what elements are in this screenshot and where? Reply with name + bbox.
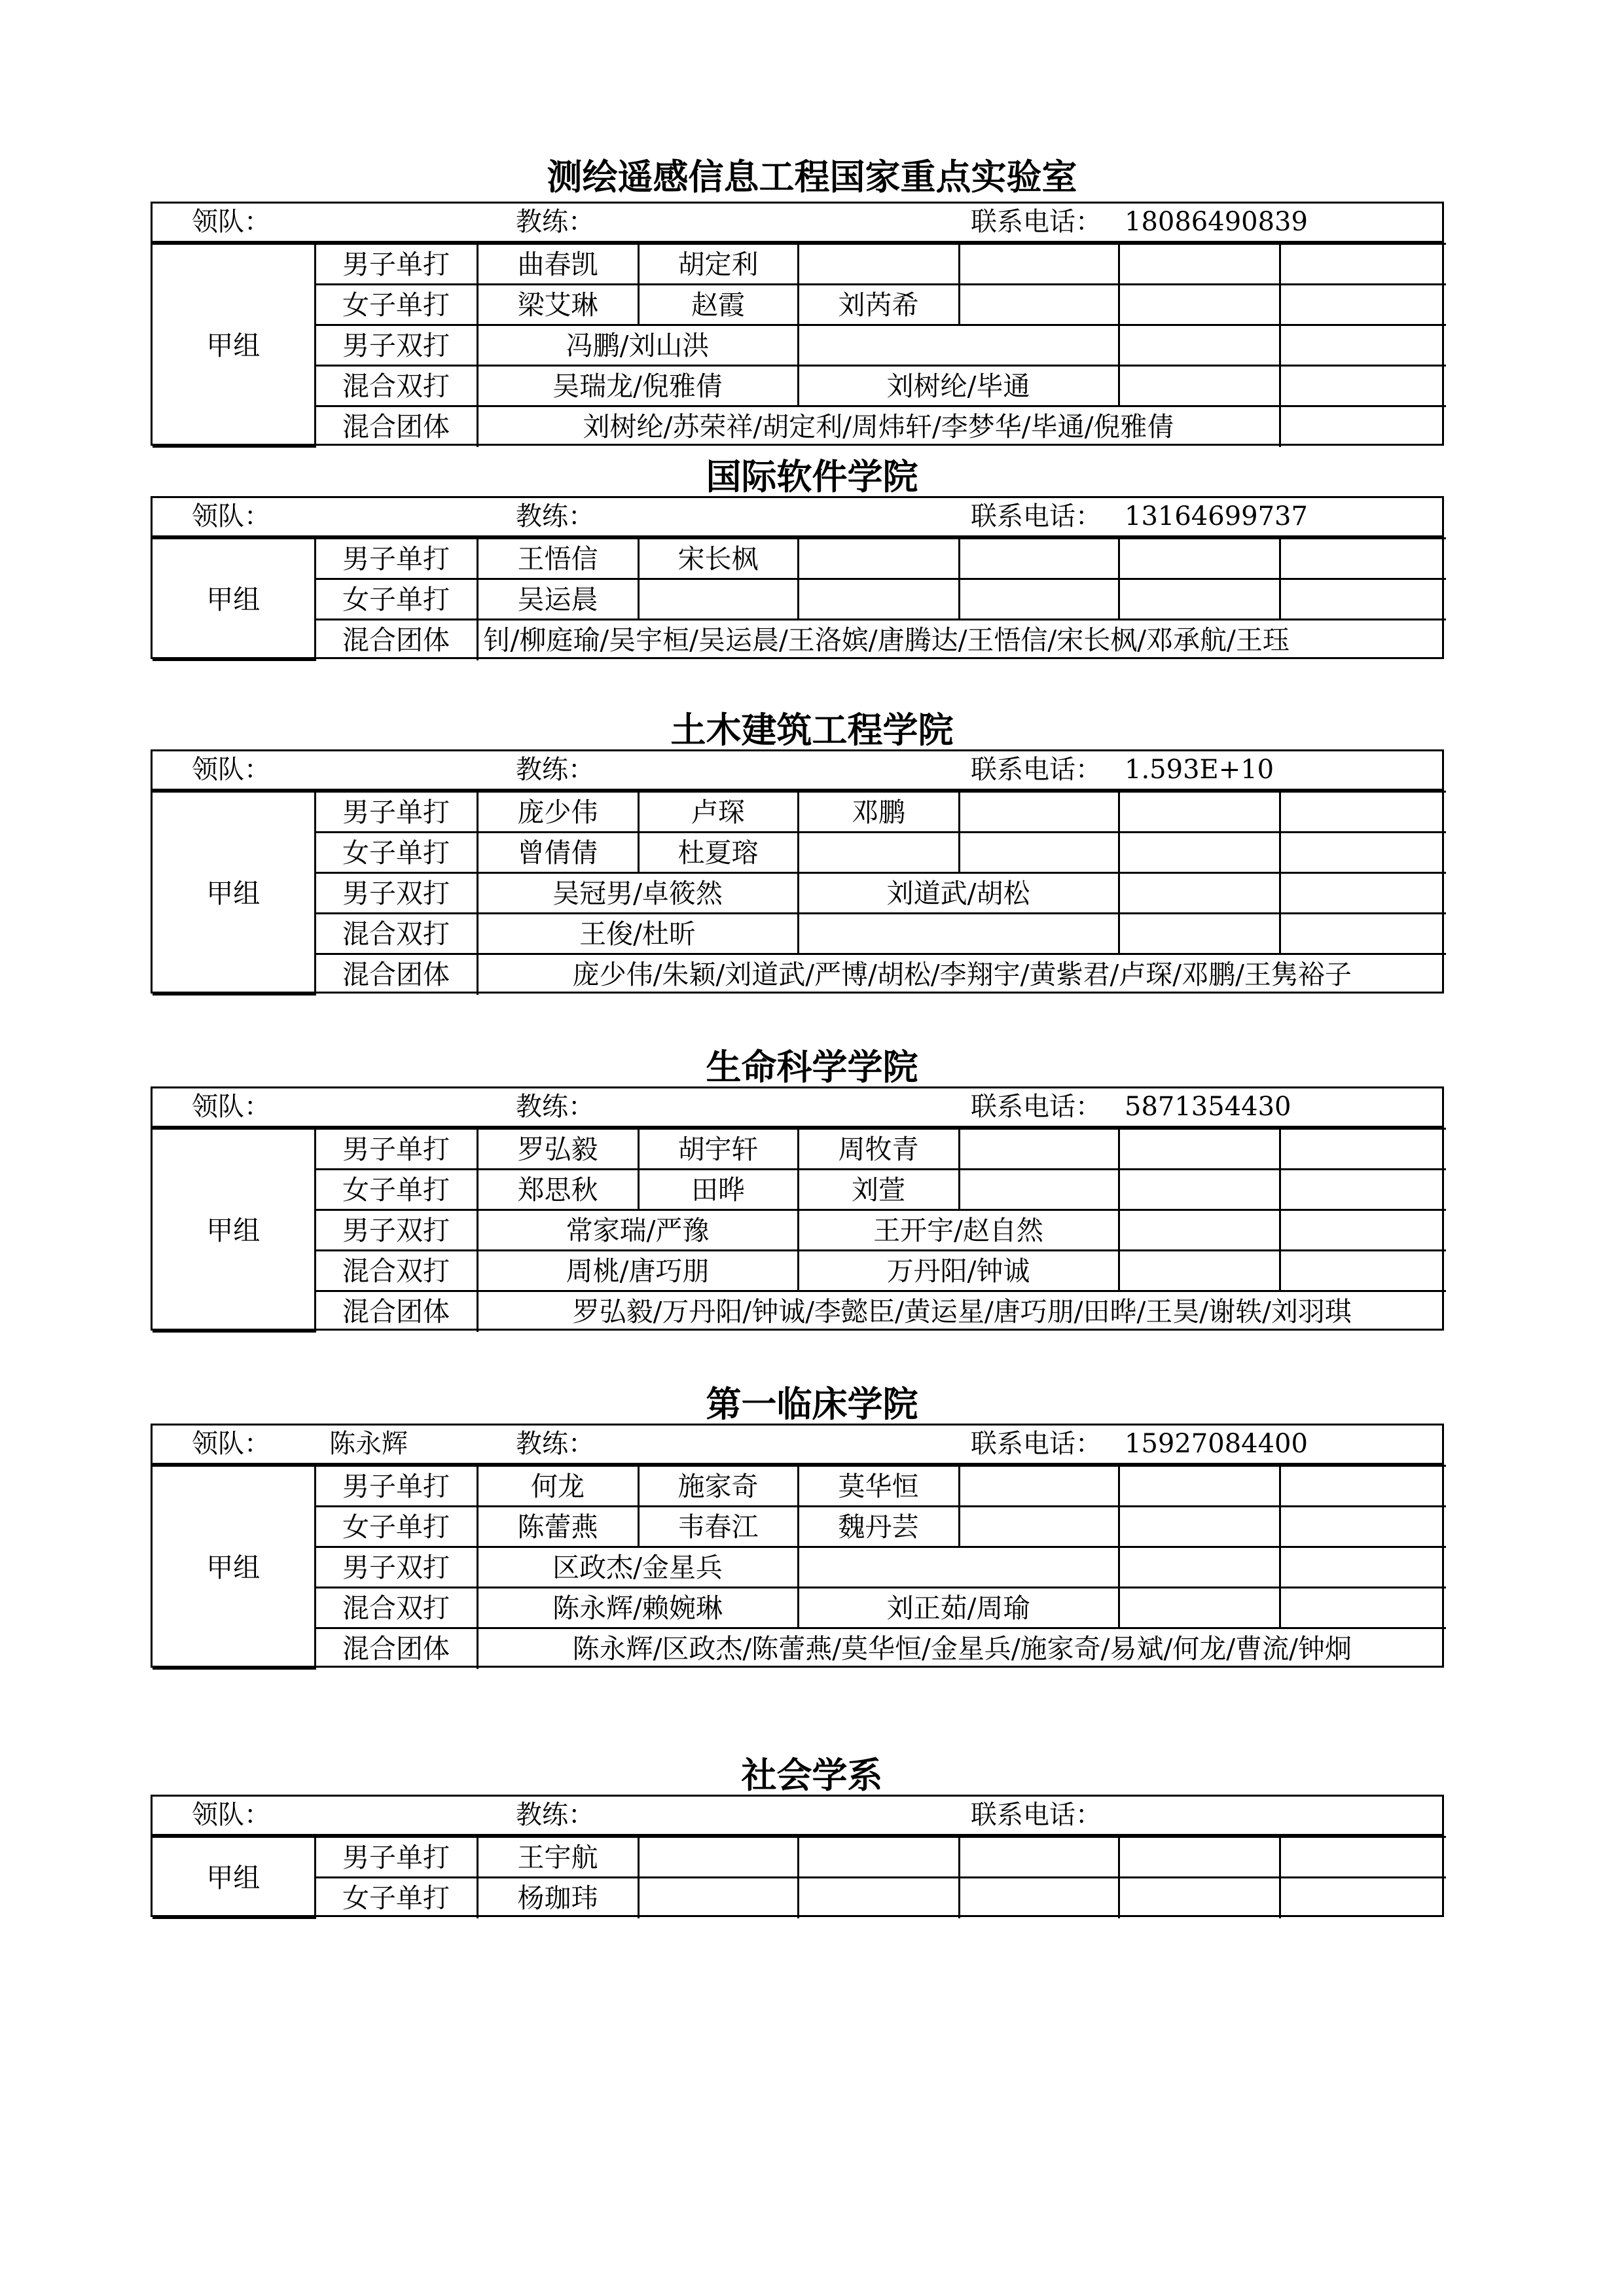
event-label: 混合团体 — [315, 1628, 477, 1669]
player-cell — [1280, 1129, 1446, 1170]
leader-label: 领队： — [192, 501, 270, 531]
player-cell: 胡宇轩 — [638, 1129, 798, 1170]
player-cell: 胡定利 — [638, 244, 798, 285]
player-cell — [1119, 1251, 1280, 1291]
player-cell — [1280, 539, 1446, 579]
player-cell — [798, 244, 959, 285]
player-cell — [959, 1466, 1119, 1507]
table-row — [153, 1547, 1446, 1588]
player-cell: 冯鹏/刘山洪 — [477, 325, 798, 366]
player-cell: 卢琛 — [638, 792, 798, 833]
event-label: 混合团体 — [315, 406, 477, 447]
player-cell — [1119, 1588, 1280, 1628]
event-label: 男子双打 — [315, 1547, 477, 1588]
group-label: 甲组 — [153, 1129, 315, 1332]
table-row — [153, 1170, 1446, 1210]
table-row — [153, 1507, 1446, 1547]
phone-value: 15927084400 — [1125, 1429, 1308, 1459]
event-label: 混合团体 — [315, 954, 477, 995]
contact-header-row — [153, 751, 1442, 791]
roster-grid — [153, 1128, 1446, 1333]
phone-label: 联系电话： — [971, 755, 1102, 785]
player-cell — [1280, 1837, 1446, 1878]
player-cell — [1119, 1878, 1280, 1918]
player-cell: 施家奇 — [638, 1466, 798, 1507]
event-label: 男子单打 — [315, 792, 477, 833]
table-row — [153, 579, 1446, 620]
player-cell: 刘芮希 — [798, 285, 959, 325]
player-cell: 杨珈玮 — [477, 1878, 638, 1918]
player-cell — [959, 833, 1119, 873]
leader-label: 领队： — [192, 1429, 270, 1459]
player-cell: 陈永辉/区政杰/陈蕾燕/莫华恒/金星兵/施家奇/易斌/何龙/曹流/钟炯 — [477, 1628, 1446, 1669]
team-table — [151, 1086, 1444, 1331]
player-cell: 魏丹芸 — [798, 1507, 959, 1547]
coach-label: 教练： — [516, 1092, 594, 1122]
event-label: 女子单打 — [315, 579, 477, 620]
player-cell — [1119, 1210, 1280, 1251]
player-cell — [1119, 914, 1280, 954]
player-cell — [638, 1837, 798, 1878]
player-cell — [798, 1878, 959, 1918]
player-cell — [1280, 1466, 1446, 1507]
player-cell: 曲春凯 — [477, 244, 638, 285]
table-row — [153, 1878, 1446, 1918]
player-cell — [1280, 406, 1446, 447]
table-row — [153, 1129, 1446, 1170]
event-label: 女子单打 — [315, 1170, 477, 1210]
player-cell — [1119, 366, 1280, 406]
team-table — [151, 1424, 1444, 1668]
table-row — [153, 1251, 1446, 1291]
player-cell: 杜夏瑢 — [638, 833, 798, 873]
player-cell — [959, 1507, 1119, 1547]
table-row — [153, 539, 1446, 579]
roster-grid — [153, 243, 1446, 448]
leader-label: 领队： — [192, 1800, 270, 1830]
event-label: 女子单打 — [315, 1507, 477, 1547]
player-cell — [1119, 1837, 1280, 1878]
contact-header-row — [153, 204, 1442, 243]
player-cell: 王悟信 — [477, 539, 638, 579]
player-cell: 王宇航 — [477, 1837, 638, 1878]
player-cell: 周牧青 — [798, 1129, 959, 1170]
team-table — [151, 202, 1444, 446]
event-label: 混合双打 — [315, 1588, 477, 1628]
player-cell: 钊/柳庭瑜/吴宇桓/吴运晨/王洛嫔/唐腾达/王悟信/宋长枫/邓承航/王珏 — [477, 620, 1446, 660]
player-cell — [1119, 539, 1280, 579]
table-row — [153, 792, 1446, 833]
table-row — [153, 914, 1446, 954]
event-label: 女子单打 — [315, 285, 477, 325]
player-cell: 宋长枫 — [638, 539, 798, 579]
player-cell: 莫华恒 — [798, 1466, 959, 1507]
player-cell — [959, 792, 1119, 833]
section-title: 土木建筑工程学院 — [670, 709, 954, 751]
group-label: 甲组 — [153, 1466, 315, 1669]
table-row — [153, 1588, 1446, 1628]
player-cell — [1119, 285, 1280, 325]
phone-value: 1.593E+10 — [1125, 755, 1274, 785]
player-cell: 刘树纶/毕通 — [798, 366, 1119, 406]
player-cell — [1119, 833, 1280, 873]
contact-header-row — [153, 1088, 1442, 1128]
event-label: 女子单打 — [315, 1878, 477, 1918]
contact-header-row — [153, 498, 1442, 537]
player-cell: 区政杰/金星兵 — [477, 1547, 798, 1588]
table-row — [153, 244, 1446, 285]
player-cell: 曾倩倩 — [477, 833, 638, 873]
player-cell — [798, 914, 1119, 954]
player-cell: 庞少伟/朱颖/刘道武/严博/胡松/李翔宇/黄紫君/卢琛/邓鹏/王隽裕子 — [477, 954, 1446, 995]
roster-grid — [153, 1465, 1446, 1670]
player-cell: 刘正茹/周瑜 — [798, 1588, 1119, 1628]
player-cell: 王俊/杜昕 — [477, 914, 798, 954]
player-cell — [1280, 325, 1446, 366]
player-cell — [1280, 1878, 1446, 1918]
section-title: 国际软件学院 — [706, 456, 918, 497]
player-cell — [959, 539, 1119, 579]
player-cell: 刘树纶/苏荣祥/胡定利/周炜轩/李梦华/毕通/倪雅倩 — [477, 406, 1280, 447]
roster-grid — [153, 1836, 1446, 1919]
player-cell — [1280, 285, 1446, 325]
player-cell: 罗弘毅/万丹阳/钟诚/李懿臣/黄运星/唐巧朋/田晔/王昊/谢轶/刘羽琪 — [477, 1291, 1446, 1332]
player-cell — [1119, 1507, 1280, 1547]
player-cell — [1280, 873, 1446, 914]
player-cell: 庞少伟 — [477, 792, 638, 833]
player-cell — [1119, 873, 1280, 914]
phone-label: 联系电话： — [971, 501, 1102, 531]
coach-label: 教练： — [516, 755, 594, 785]
table-row — [153, 1291, 1446, 1332]
player-cell — [1119, 1466, 1280, 1507]
roster-grid — [153, 537, 1446, 661]
group-label: 甲组 — [153, 539, 315, 660]
event-label: 男子单打 — [315, 539, 477, 579]
team-table — [151, 1795, 1444, 1917]
event-label: 男子单打 — [315, 244, 477, 285]
player-cell — [798, 1837, 959, 1878]
coach-label: 教练： — [516, 1800, 594, 1830]
player-cell — [959, 579, 1119, 620]
player-cell — [1280, 833, 1446, 873]
phone-value: 13164699737 — [1125, 501, 1308, 531]
section-title: 社会学系 — [741, 1754, 883, 1796]
player-cell: 王开宇/赵自然 — [798, 1210, 1119, 1251]
player-cell — [798, 1547, 1119, 1588]
player-cell: 梁艾琳 — [477, 285, 638, 325]
phone-label: 联系电话： — [971, 1800, 1102, 1830]
player-cell — [1280, 1588, 1446, 1628]
player-cell — [959, 1837, 1119, 1878]
coach-label: 教练： — [516, 207, 594, 237]
table-row — [153, 873, 1446, 914]
table-row — [153, 406, 1446, 447]
event-label: 男子双打 — [315, 325, 477, 366]
player-cell — [798, 833, 959, 873]
table-row — [153, 1210, 1446, 1251]
player-cell: 何龙 — [477, 1466, 638, 1507]
section-title: 第一临床学院 — [706, 1383, 918, 1425]
phone-value: 18086490839 — [1125, 207, 1308, 237]
contact-header-row — [153, 1426, 1442, 1465]
player-cell: 周桃/唐巧朋 — [477, 1251, 798, 1291]
player-cell: 郑思秋 — [477, 1170, 638, 1210]
player-cell: 刘道武/胡松 — [798, 873, 1119, 914]
player-cell: 刘萱 — [798, 1170, 959, 1210]
contact-header-row — [153, 1797, 1442, 1836]
event-label: 混合双打 — [315, 1251, 477, 1291]
player-cell: 罗弘毅 — [477, 1129, 638, 1170]
table-row — [153, 954, 1446, 995]
player-cell — [638, 1878, 798, 1918]
player-cell: 邓鹏 — [798, 792, 959, 833]
player-cell: 吴瑞龙/倪雅倩 — [477, 366, 798, 406]
leader-label: 领队： — [192, 207, 270, 237]
table-row — [153, 1628, 1446, 1669]
leader-label: 领队： — [192, 755, 270, 785]
phone-value: 5871354430 — [1125, 1092, 1291, 1122]
player-cell: 万丹阳/钟诚 — [798, 1251, 1119, 1291]
player-cell — [1119, 792, 1280, 833]
team-table — [151, 496, 1444, 659]
player-cell — [638, 579, 798, 620]
coach-label: 教练： — [516, 501, 594, 531]
player-cell: 常家瑞/严豫 — [477, 1210, 798, 1251]
phone-label: 联系电话： — [971, 1429, 1102, 1459]
phone-label: 联系电话： — [971, 1092, 1102, 1122]
event-label: 男子单打 — [315, 1837, 477, 1878]
player-cell — [959, 1170, 1119, 1210]
player-cell — [1280, 579, 1446, 620]
group-label: 甲组 — [153, 792, 315, 995]
roster-grid — [153, 791, 1446, 996]
player-cell — [959, 1129, 1119, 1170]
player-cell — [798, 325, 1119, 366]
player-cell — [1280, 792, 1446, 833]
event-label: 男子单打 — [315, 1129, 477, 1170]
player-cell: 韦春江 — [638, 1507, 798, 1547]
event-label: 男子单打 — [315, 1466, 477, 1507]
player-cell — [798, 579, 959, 620]
player-cell — [1280, 1507, 1446, 1547]
player-cell — [1280, 914, 1446, 954]
event-label: 混合团体 — [315, 620, 477, 660]
leader-label: 领队： — [192, 1092, 270, 1122]
event-label: 女子单打 — [315, 833, 477, 873]
player-cell — [1280, 244, 1446, 285]
player-cell — [1119, 1129, 1280, 1170]
player-cell — [1280, 1170, 1446, 1210]
player-cell: 赵霞 — [638, 285, 798, 325]
phone-label: 联系电话： — [971, 207, 1102, 237]
player-cell — [1280, 366, 1446, 406]
player-cell — [1280, 1210, 1446, 1251]
team-table — [151, 749, 1444, 994]
leader-name: 陈永辉 — [329, 1429, 408, 1459]
event-label: 混合双打 — [315, 914, 477, 954]
player-cell — [1119, 1170, 1280, 1210]
player-cell — [1119, 244, 1280, 285]
table-row — [153, 325, 1446, 366]
coach-label: 教练： — [516, 1429, 594, 1459]
section-title: 生命科学学院 — [706, 1046, 918, 1088]
player-cell — [1119, 325, 1280, 366]
group-label: 甲组 — [153, 1837, 315, 1918]
player-cell: 陈蕾燕 — [477, 1507, 638, 1547]
table-row — [153, 1837, 1446, 1878]
player-cell: 陈永辉/赖婉琳 — [477, 1588, 798, 1628]
event-label: 混合双打 — [315, 366, 477, 406]
player-cell: 田晔 — [638, 1170, 798, 1210]
table-row — [153, 1466, 1446, 1507]
player-cell — [1280, 1547, 1446, 1588]
player-cell — [1119, 579, 1280, 620]
event-label: 混合团体 — [315, 1291, 477, 1332]
event-label: 男子双打 — [315, 1210, 477, 1251]
table-row — [153, 833, 1446, 873]
player-cell — [798, 539, 959, 579]
table-row — [153, 620, 1446, 660]
event-label: 男子双打 — [315, 873, 477, 914]
player-cell — [959, 285, 1119, 325]
player-cell — [959, 1878, 1119, 1918]
table-row — [153, 285, 1446, 325]
table-row — [153, 366, 1446, 406]
player-cell — [1119, 1547, 1280, 1588]
player-cell: 吴冠男/卓筱然 — [477, 873, 798, 914]
player-cell — [959, 244, 1119, 285]
player-cell — [1280, 1251, 1446, 1291]
group-label: 甲组 — [153, 244, 315, 447]
section-title: 测绘遥感信息工程国家重点实验室 — [547, 156, 1077, 198]
player-cell: 吴运晨 — [477, 579, 638, 620]
